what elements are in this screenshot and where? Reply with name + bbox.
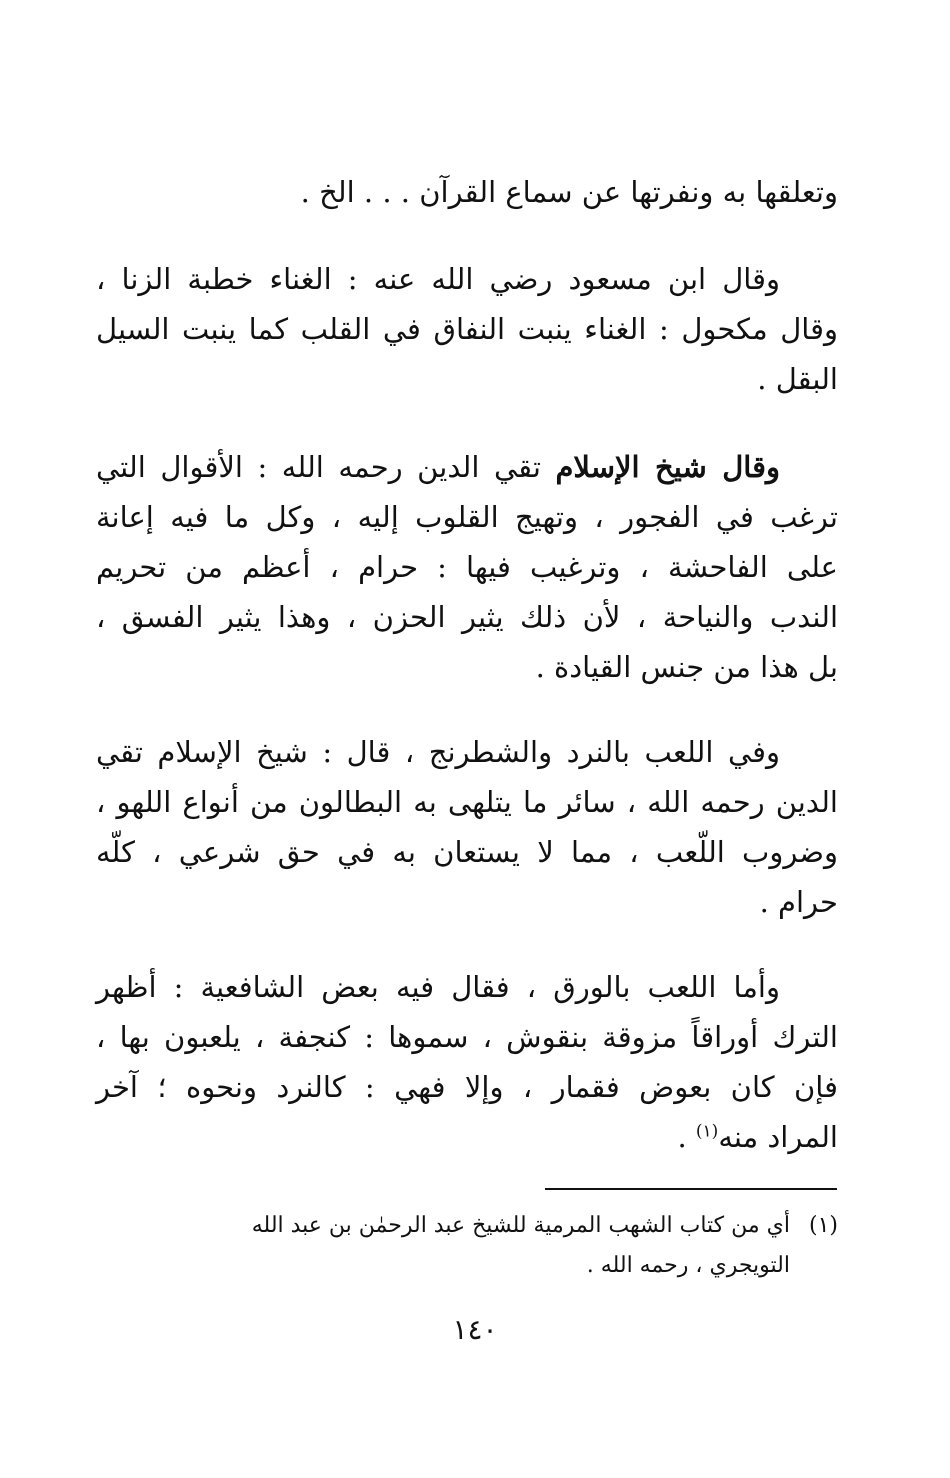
paragraph-3-line-2: ترغب في الفجور ، وتهيج القلوب إليه ، وكل ما فيه إعانة bbox=[96, 500, 838, 534]
paragraph-5-line-3: فإن كان بعوض فقمار ، وإلا فهي : كالنرد ونحوه ؛ آخر bbox=[96, 1070, 838, 1104]
footnote-number: (١) bbox=[808, 1213, 838, 1238]
footnote-reference[interactable]: (١) bbox=[695, 1121, 719, 1142]
paragraph-4-line-3: وضروب اللّعب ، مما لا يستعان به في حق شرعي ، كلّه bbox=[96, 835, 838, 869]
paragraph-5-line-4-text: المراد منه bbox=[718, 1120, 838, 1154]
paragraph-3-bold-lead: وقال شيخ الإسلام bbox=[555, 450, 780, 484]
paragraph-3-line-1-rest: تقي الدين رحمه الله : الأقوال التي bbox=[96, 450, 556, 484]
paragraph-5-line-2: الترك أوراقاً مزوقة بنقوش ، سموها : كنجفة ، يلعبون بها ، bbox=[96, 1020, 838, 1054]
paragraph-4-line-4: حرام . bbox=[759, 885, 838, 919]
paragraph-2-line-3: البقل . bbox=[757, 362, 838, 396]
paragraph-5-line-4 bbox=[96, 1113, 838, 1161]
paragraph-2-line-2: وقال مكحول : الغناء ينبت النفاق في القلب كما ينبت السيل bbox=[96, 312, 838, 346]
footnote-line-2: التويجري ، رحمه الله . bbox=[586, 1253, 790, 1278]
paragraph-3-line-5: بل هذا من جنس القيادة . bbox=[535, 650, 838, 684]
page-number: ١٤٠ bbox=[452, 1313, 498, 1346]
paragraph-1-line-1: وتعلقها به ونفرتها عن سماع القرآن . . . الخ . bbox=[300, 175, 838, 209]
footnote-separator bbox=[545, 1188, 837, 1190]
paragraph-4-line-1: وفي اللعب بالنرد والشطرنج ، قال : شيخ الإسلام تقي bbox=[96, 735, 780, 769]
paragraph-2-line-1: وقال ابن مسعود رضي الله عنه : الغناء خطبة الزنا ، bbox=[96, 262, 780, 296]
paragraph-5-line-1: وأما اللعب بالورق ، فقال فيه بعض الشافعية : أظهر bbox=[96, 970, 780, 1004]
footnote-line-1: أي من كتاب الشهب المرمية للشيخ عبد الرحمٰن بن عبد الله bbox=[251, 1213, 790, 1238]
paragraph-4-line-2: الدين رحمه الله ، سائر ما يتلهى به البطالون من أنواع اللهو ، bbox=[96, 785, 838, 819]
paragraph-5-line-4-end: . bbox=[677, 1120, 696, 1154]
paragraph-3-line-4: الندب والنياحة ، لأن ذلك يثير الحزن ، وهذا يثير الفسق ، bbox=[96, 600, 838, 634]
paragraph-3-line-3: على الفاحشة ، وترغيب فيها : حرام ، أعظم من تحريم bbox=[96, 550, 838, 584]
paragraph-3-line-1 bbox=[96, 443, 780, 491]
